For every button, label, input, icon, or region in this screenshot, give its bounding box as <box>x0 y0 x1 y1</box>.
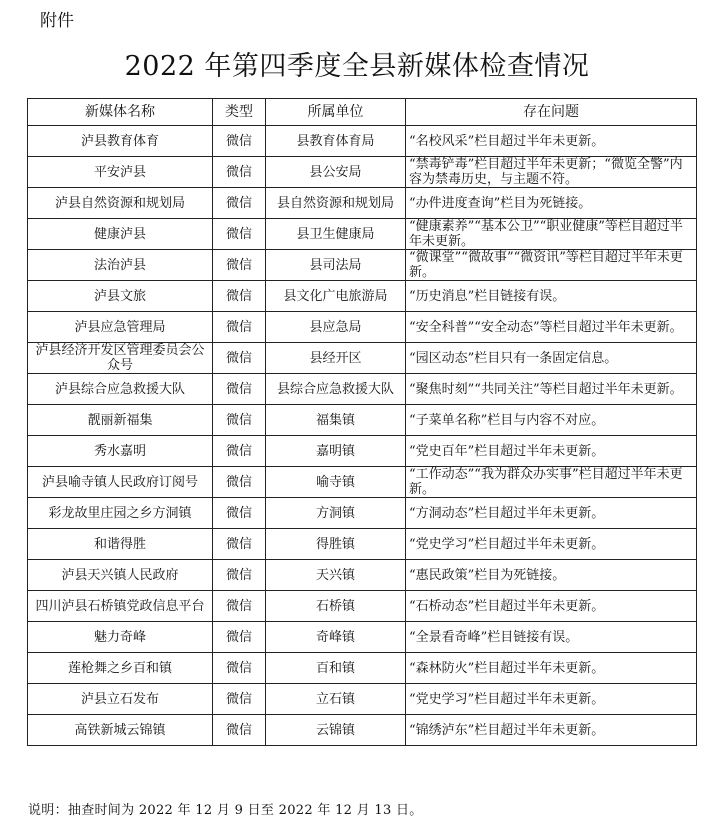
media-type-cell: 微信 <box>213 560 266 591</box>
issue-cell: “名校风采”栏目超过半年未更新。 <box>406 126 697 157</box>
media-type-cell: 微信 <box>213 436 266 467</box>
table-row <box>28 622 697 653</box>
media-name-cell: 泸县自然资源和规划局 <box>28 188 213 219</box>
unit-cell: 县教育体育局 <box>266 126 406 157</box>
table-row <box>28 591 697 622</box>
issue-cell: “禁毒铲毒”栏目超过半年未更新；“微览全警”内容为禁毒历史，与主题不符。 <box>406 157 697 188</box>
media-name-cell: 平安泸县 <box>28 157 213 188</box>
unit-cell: 百和镇 <box>266 653 406 684</box>
media-type-cell: 微信 <box>213 591 266 622</box>
media-name-cell: 泸县应急管理局 <box>28 312 213 343</box>
unit-cell: 喻寺镇 <box>266 467 406 498</box>
media-type-cell: 微信 <box>213 405 266 436</box>
issue-cell: “党史百年”栏目超过半年未更新。 <box>406 436 697 467</box>
media-name-cell: 靓丽新福集 <box>28 405 213 436</box>
media-type-cell: 微信 <box>213 529 266 560</box>
table-row <box>28 560 697 591</box>
table-row <box>28 126 697 157</box>
table-row <box>28 343 697 374</box>
issue-cell: “党史学习”栏目超过半年未更新。 <box>406 529 697 560</box>
issue-cell: “安全科普”“安全动态”等栏目超过半年未更新。 <box>406 312 697 343</box>
media-name-cell: 泸县经济开发区管理委员会公众号 <box>28 343 213 374</box>
header-type: 类型 <box>213 99 266 126</box>
media-type-cell: 微信 <box>213 467 266 498</box>
issue-cell: “石桥动态”栏目超过半年未更新。 <box>406 591 697 622</box>
issue-cell: “子菜单名称”栏目与内容不对应。 <box>406 405 697 436</box>
media-type-cell: 微信 <box>213 715 266 746</box>
media-name-cell: 泸县喻寺镇人民政府订阅号 <box>28 467 213 498</box>
issue-cell: “聚焦时刻”“共同关注”等栏目超过半年未更新。 <box>406 374 697 405</box>
media-type-cell: 微信 <box>213 281 266 312</box>
table-row <box>28 374 697 405</box>
page-title: 2022 年第四季度全县新媒体检查情况 <box>124 51 590 82</box>
table-row <box>28 684 697 715</box>
unit-cell: 立石镇 <box>266 684 406 715</box>
unit-cell: 云锦镇 <box>266 715 406 746</box>
issue-cell: “办件进度查询”栏目为死链接。 <box>406 188 697 219</box>
media-name-cell: 健康泸县 <box>28 219 213 250</box>
media-name-cell: 泸县综合应急救援大队 <box>28 374 213 405</box>
unit-cell: 奇峰镇 <box>266 622 406 653</box>
table-row <box>28 498 697 529</box>
table-row <box>28 715 697 746</box>
media-name-cell: 魅力奇峰 <box>28 622 213 653</box>
issue-cell: “健康素养”“基本公卫”“职业健康”等栏目超过半年未更新。 <box>406 219 697 250</box>
table-row <box>28 281 697 312</box>
unit-cell: 县司法局 <box>266 250 406 281</box>
unit-cell: 县卫生健康局 <box>266 219 406 250</box>
table-row <box>28 312 697 343</box>
media-name-cell: 和谐得胜 <box>28 529 213 560</box>
issue-cell: “工作动态”“我为群众办实事”栏目超过半年未更新。 <box>406 467 697 498</box>
table-row <box>28 405 697 436</box>
media-name-cell: 泸县天兴镇人民政府 <box>28 560 213 591</box>
media-name-cell: 高铁新城云锦镇 <box>28 715 213 746</box>
unit-cell: 县公安局 <box>266 157 406 188</box>
media-name-cell: 泸县立石发布 <box>28 684 213 715</box>
table-row <box>28 219 697 250</box>
unit-cell: 县综合应急救援大队 <box>266 374 406 405</box>
unit-cell: 县经开区 <box>266 343 406 374</box>
unit-cell: 县应急局 <box>266 312 406 343</box>
media-type-cell: 微信 <box>213 622 266 653</box>
footnote: 说明：抽查时间为 2022 年 12 月 9 日至 2022 年 12 月 13 日。 <box>28 803 423 818</box>
issue-cell: “锦绣泸东”栏目超过半年未更新。 <box>406 715 697 746</box>
table-row <box>28 188 697 219</box>
table-row <box>28 157 697 188</box>
table-row <box>28 529 697 560</box>
media-type-cell: 微信 <box>213 219 266 250</box>
media-type-cell: 微信 <box>213 188 266 219</box>
media-type-cell: 微信 <box>213 250 266 281</box>
header-issue: 存在问题 <box>406 99 697 126</box>
table-row <box>28 653 697 684</box>
media-type-cell: 微信 <box>213 374 266 405</box>
table-header-row <box>28 99 697 126</box>
unit-cell: 福集镇 <box>266 405 406 436</box>
media-type-cell: 微信 <box>213 157 266 188</box>
media-name-cell: 莲枪舞之乡百和镇 <box>28 653 213 684</box>
media-name-cell: 泸县文旅 <box>28 281 213 312</box>
table-row <box>28 250 697 281</box>
media-type-cell: 微信 <box>213 653 266 684</box>
media-name-cell: 四川泸县石桥镇党政信息平台 <box>28 591 213 622</box>
issue-cell: “惠民政策”栏目为死链接。 <box>406 560 697 591</box>
media-type-cell: 微信 <box>213 684 266 715</box>
issue-cell: “历史消息”栏目链接有误。 <box>406 281 697 312</box>
issue-cell: “党史学习”栏目超过半年未更新。 <box>406 684 697 715</box>
issue-cell: “方洞动态”栏目超过半年未更新。 <box>406 498 697 529</box>
media-name-cell: 泸县教育体育 <box>28 126 213 157</box>
table-row <box>28 436 697 467</box>
issue-cell: “园区动态”栏目只有一条固定信息。 <box>406 343 697 374</box>
unit-cell: 得胜镇 <box>266 529 406 560</box>
unit-cell: 县文化广电旅游局 <box>266 281 406 312</box>
unit-cell: 天兴镇 <box>266 560 406 591</box>
unit-cell: 嘉明镇 <box>266 436 406 467</box>
media-type-cell: 微信 <box>213 498 266 529</box>
media-name-cell: 彩龙故里庄园之乡方洞镇 <box>28 498 213 529</box>
table-row <box>28 467 697 498</box>
media-type-cell: 微信 <box>213 126 266 157</box>
media-name-cell: 法治泸县 <box>28 250 213 281</box>
unit-cell: 县自然资源和规划局 <box>266 188 406 219</box>
media-name-cell: 秀水嘉明 <box>28 436 213 467</box>
issue-cell: “全景看奇峰”栏目链接有误。 <box>406 622 697 653</box>
media-type-cell: 微信 <box>213 343 266 374</box>
header-unit: 所属单位 <box>266 99 406 126</box>
media-type-cell: 微信 <box>213 312 266 343</box>
unit-cell: 方洞镇 <box>266 498 406 529</box>
unit-cell: 石桥镇 <box>266 591 406 622</box>
issue-cell: “微课堂”“微故事”“微资讯”等栏目超过半年未更新。 <box>406 250 697 281</box>
issue-cell: “森林防火”栏目超过半年未更新。 <box>406 653 697 684</box>
attachment-label: 附件 <box>40 11 74 31</box>
inspection-table <box>27 98 697 746</box>
header-name: 新媒体名称 <box>28 99 213 126</box>
